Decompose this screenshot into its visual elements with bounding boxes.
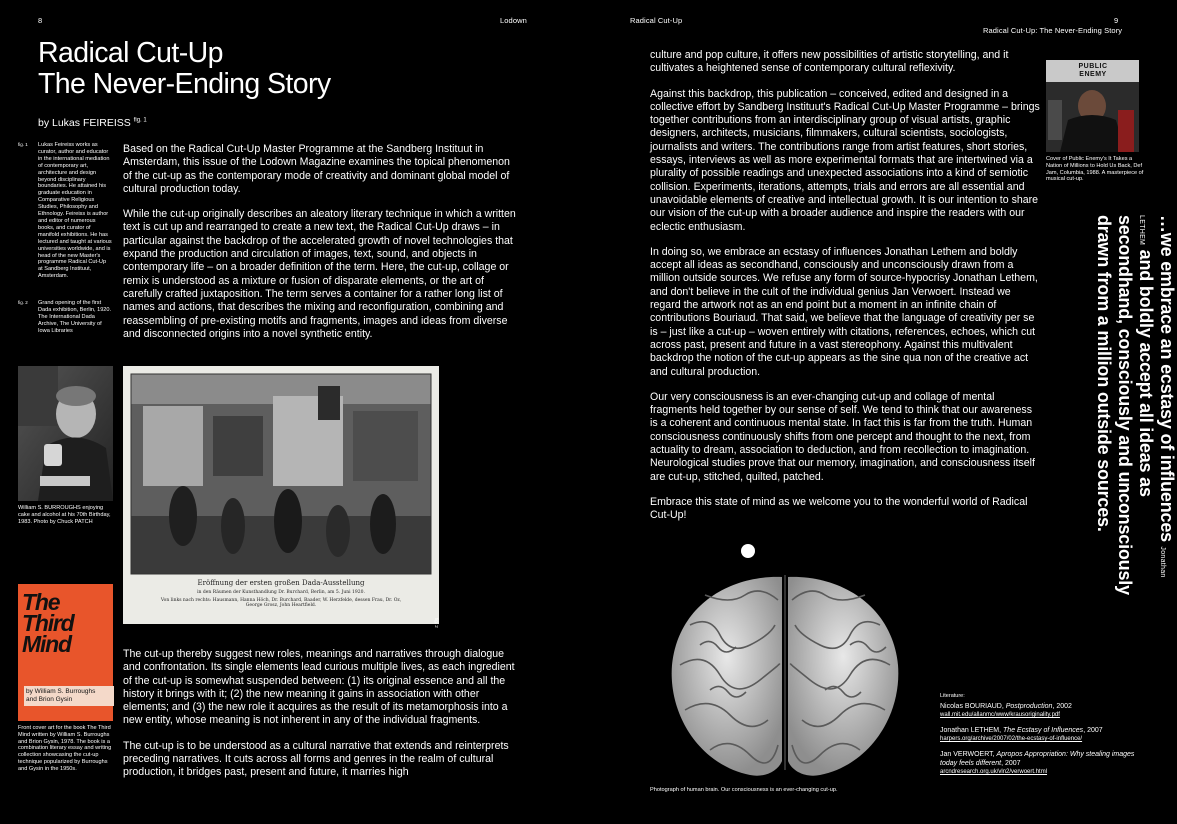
paragraph: The cut-up thereby suggest new roles, meanings and narratives through dialogue and confrontation. Its single elements lead curious multiple lives, as each ingredient of the cut-up is somewhat suspended between: (1) its original essence and all the history it brings with it; (2) the new meaning it gains in association with other elements; and (3) the new role it acquires as the result of its metamorphosis into a new entity, whose meaning is not inherent in any of the individual fragments. [123, 648, 515, 727]
dada-caption-line-2: in den Räumen der Kunsthandlung Dr. Burchard, Berlin, am 5. Juni 1920. [197, 590, 365, 595]
album-text [1054, 63, 1132, 79]
reference-title: Apropos Appropriation: Why stealing images today feels different [940, 750, 1135, 767]
book-title-line-2: Third [22, 610, 74, 636]
brain-graphic [650, 565, 920, 785]
article-title-line-2: The Never-Ending Story [38, 68, 331, 100]
dada-photo-caption [123, 579, 439, 608]
public-enemy-caption: Cover of Public Enemy's It Takes a Nation of Millions to Hold Us Back, Def Jam, Columbia, 1988. A masterpiece of musical cut-up. [1046, 156, 1144, 183]
public-enemy-cover [1046, 60, 1139, 152]
pull-quote-part-1: …we embrace an ecstasy of influences [1157, 215, 1177, 542]
side-note-1: Lukas Feireiss works as curator, author and educator in the international mediation of contemporary art, architecture and design beyond disciplinary boundaries. He attained his graduate education in Comparative Religious Studies, Philosophy and Ethnology. Feireiss is author and editor of numerous books, and curator of manifold exhibitions. He has lectured and taught at various universities worldwide, and is head of the new Master's programme Radical Cut-Up at Sandberg Instituut, Amsterdam. [38, 142, 112, 280]
burroughs-photo-graphic [18, 366, 113, 501]
album-text-line-2: ENEMY [1079, 71, 1107, 78]
page-number-right: 9 [1114, 16, 1119, 25]
paragraph: Embrace this state of mind as we welcome you to the wonderful world of Radical Cut-Up! [650, 495, 1028, 522]
byline-ref: fig. 1 [133, 117, 147, 124]
section-name: Radical Cut-Up [630, 16, 683, 25]
pull-quote-name: Jonathan LETHEM [1138, 215, 1166, 578]
dada-photo [123, 366, 439, 624]
reference-author: Jonathan LETHEM, [940, 726, 1004, 734]
burroughs-caption: William S. BURROUGHS enjoying cake and alcohol at his 70th Birthday, 1983. Photo by Chuck PATCH [18, 505, 111, 525]
third-mind-cover [18, 584, 113, 721]
references-heading: Literature: [940, 693, 965, 699]
dada-caption-line-3: Von links nach rechts: Hausmann, Hanna Höch, Dr. Burchard, Baader, W. Herzfelde, dessen Frau, Dr. Oz, [160, 598, 402, 603]
byline [38, 117, 147, 129]
reference-year: , 2007 [1001, 759, 1021, 767]
reference-title: Postproduction [1005, 702, 1053, 710]
end-dot [741, 544, 755, 558]
body-right [650, 49, 1040, 535]
book-title-line-3: Mind [22, 631, 71, 657]
paragraph: Our very consciousness is an ever-changing cut-up and collage of mental fragments held together by our sense of self. We tend to think that our awareness is a coherent and continuous mental state. In fact this is far from the truth. Human consciousness continuously shifts from one percept and thought to the next, from actuality to dream, association to deduction, and from recollection to imagination. Neurological studies prove that our memory, imagination, and consciousness itself are cut-up, stitched, quilted, patched. [650, 390, 1035, 483]
book-authors-line-2: and Brion Gysin [26, 696, 73, 703]
burroughs-photo [18, 366, 113, 501]
reference-item-3 [940, 751, 1140, 777]
dada-caption-line-4: George Grosz, John Heartfield. [245, 603, 317, 608]
body-left-bottom [123, 648, 516, 792]
third-mind-authors [24, 686, 114, 706]
album-text-line-1: PUBLIC [1078, 63, 1108, 70]
byline-text: by Lukas FEIREISS [38, 117, 131, 129]
magazine-name: Lodown [500, 16, 527, 25]
paragraph: Against this backdrop, this publication – conceived, edited and designed in a collective effort by Sandberg Instituut's Radical Cut-Up Master Programme – brings together contributions from an interdisciplinary group of visual artists, graphic designers, architects, musicians, filmmakers, cultural scientists, sociologists, journalists and writers. The contributions range from artist features, short stories, essays, interviews as well as more experimental formats that are intertwined via a plurality of possible readings and unexpected associations into a kind of semiotic collision. Experiments, iterations, attempts, trials and errors are all essential and unavoidable elements of creative and intellectual growth. It is our intention to share our vision of the cut-up with a broader audience and inspire the readers with our eclectic enthusiasm. [650, 87, 1040, 233]
article-title [38, 38, 331, 100]
reference-link[interactable]: harpers.org/archive/2007/02/the-ecstasy-of-influence/ [940, 736, 1083, 743]
pull-quote [1093, 215, 1177, 605]
paragraph: culture and pop culture, it offers new possibilities of artistic storytelling, and it cultivates a heightened sense of contemporary cultural reflexivity. [650, 49, 1009, 75]
third-mind-caption: Front cover art for the book The Third Mind written by William S. Burroughs and Brion Gysin, 1978. The book is a combination literary essay and writing collection showcasing the cut-up technique popularized by Burroughs and Gysin in the 1950s. [18, 725, 112, 772]
side-note-1-mark: fig. 1 [18, 142, 28, 147]
brain-caption: Photograph of human brain. Our consciousness is an ever-changing cut-up. [650, 787, 838, 793]
body-left-top [123, 143, 516, 353]
dada-fig-label: fig. 2 [434, 618, 439, 628]
side-note-2: Grand opening of the first Dada exhibition, Berlin, 1920. The International Dada Archive, The University of Iowa Libraries [38, 300, 112, 334]
reference-link[interactable]: wall.mit.edu/allanmc/www/krausoriginality.pdf [940, 712, 1060, 719]
reference-year: , 2007 [1083, 726, 1103, 734]
article-title-line-1: Radical Cut-Up [38, 37, 223, 69]
reference-author: Jan VERWOERT, [940, 750, 997, 758]
side-note-2-mark: fig. 2 [18, 300, 28, 305]
paragraph: The cut-up is to be understood as a cultural narrative that extends and reinterprets preceding narratives. It cuts across all forms and genres in the realm of cultural production, it bridges past, present and future, it marries high [123, 739, 509, 779]
references [940, 692, 1140, 784]
page-number-left: 8 [38, 16, 43, 25]
paragraph: Based on the Radical Cut-Up Master Programme at the Sandberg Instituut in Amsterdam, this issue of the Lodown Magazine examines the topical phenomenon of the cut-up as the contemporary mode of creativity and dominant global model of cultural production today. [123, 143, 510, 195]
pull-quote-part-2: and boldly accept all ideas as secondhand, consciously and unconsciously drawn from a million outside sources. [1094, 215, 1156, 595]
dada-caption-title: Eröffnung der ersten großen Dada-Ausstellung [197, 579, 365, 587]
running-title: Radical Cut-Up: The Never-Ending Story [983, 26, 1123, 35]
paragraph: While the cut-up originally describes an aleatory literary technique in which a written text is cut up and rearranged to create a new text, the Radical Cut-Up draws – in particular against the backdrop of the accelerated growth of novel technologies that expand the production and circulation of images, text, sound, and objects in contemporary life – on a broader definition of the term. Here, the cut-up, collage or remix is understood as a mixture or fusion of disparate elements, or the art of carefully crafted juxtaposition. The term serves a container for a rather long list of names and actions, that describes the mixing and reconfiguration, combining and reassembling of pre-existing motifs and fragments, images and ideas from diverse and disconnected origins into a novel synthetic entity. [123, 208, 516, 340]
reference-title: The Ecstasy of Influences [1003, 726, 1084, 734]
book-authors-line-1: by William S. Burroughs [26, 688, 96, 695]
third-mind-title [22, 589, 74, 657]
paragraph: In doing so, we embrace an ecstasy of influences Jonathan Lethem and boldly accept all ideas as secondhand, consciously and unconsciously drawn from a million outside sources. We refuse any form of source-hypocrisy Jonathan Lethem, and don't believe in the cult of the individual genius Jan Verwoert. Instead we regard the artwork not as an end point but a moment in an infinite chain of contributions Bouriaud. That said, we believe that the language of creativity per se is – just like a cut-up – woven entirely with citations, references, echoes, which cut across past, present and future in a vast stereophony. Against this multivalent backdrop the notion of the cut-up appears as the sine qua non of the creative act and cultural production. [650, 245, 1038, 378]
book-title-line-1: The [22, 589, 60, 615]
reference-link[interactable]: arcndresearch.org.uk/vln2/verwoert.html [940, 769, 1048, 776]
reference-item-2 [940, 727, 1140, 744]
reference-year: , 2002 [1052, 702, 1072, 710]
brain-photo [650, 565, 920, 785]
reference-item-1 [940, 703, 1140, 720]
reference-author: Nicolas BOURIAUD, [940, 702, 1006, 710]
